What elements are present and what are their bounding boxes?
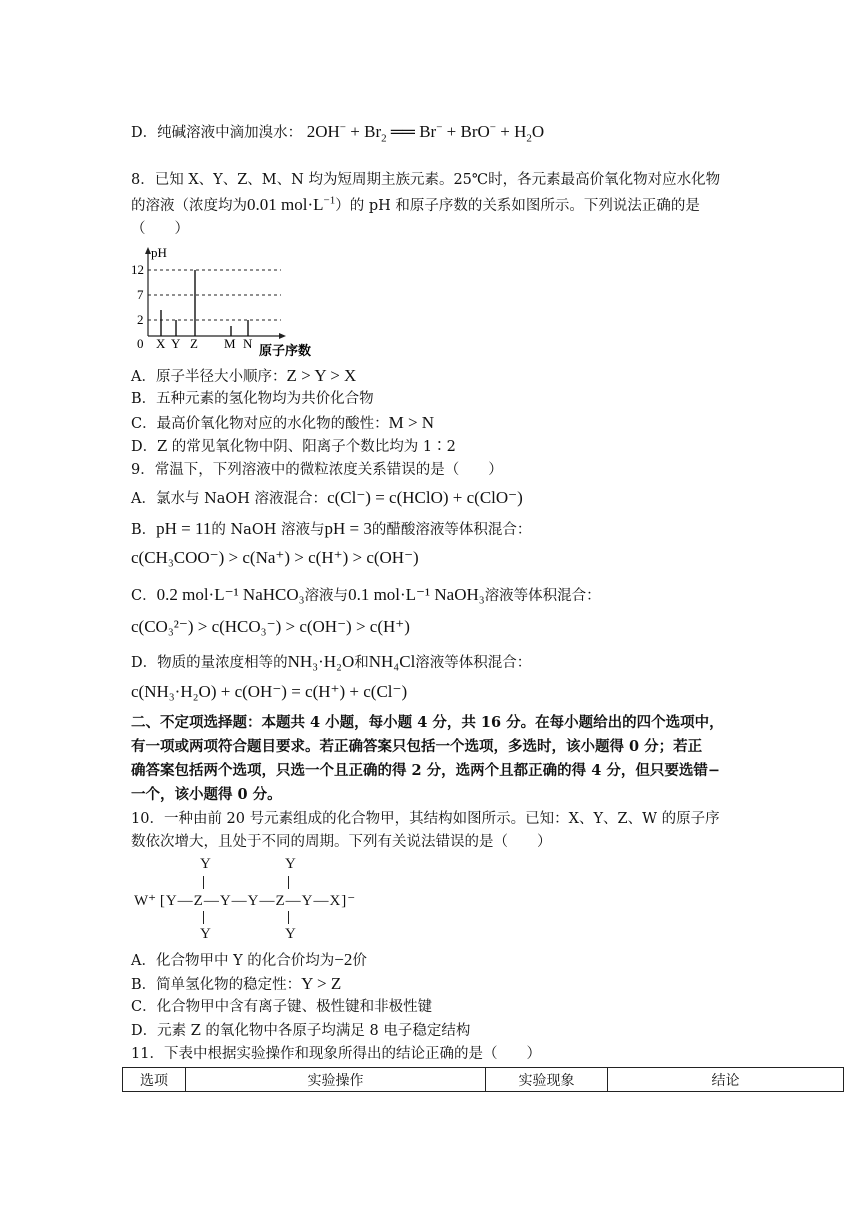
q9-option-c-line1 xyxy=(131,585,601,606)
section2-line4: 一个，该小题得 0 分。 xyxy=(131,786,282,803)
q9-option-b-line2: c(CH₃COO⁻) > c(Na⁺) > c(H⁺) > c(OH⁻) xyxy=(131,548,419,567)
q8-conc xyxy=(247,195,335,214)
q10-option-b xyxy=(131,974,341,995)
xtick-z: Z xyxy=(190,336,198,351)
q9-option-c-line2: c(CO₃²⁻) > c(HCO₃⁻) > c(OH⁻) > c(H⁺) xyxy=(131,617,410,636)
q8-stem-line2 xyxy=(131,195,700,216)
q8-stem-line3: （ ） xyxy=(131,221,189,237)
xtick-m: M xyxy=(224,336,236,351)
option-eq: pH = 3 xyxy=(324,519,372,538)
option-text: B． xyxy=(131,522,157,538)
eq-part: − xyxy=(436,121,443,134)
struct-bot-y2: Y xyxy=(285,926,296,942)
option-text: A．氯水与 NaOH 溶液混合： xyxy=(131,491,328,507)
q11-table-header xyxy=(122,1067,844,1092)
ytick-0: 0 xyxy=(137,336,144,351)
option-text: C． xyxy=(131,588,157,604)
ytick-7: 7 xyxy=(137,287,144,302)
eq-part: + Br xyxy=(346,122,382,141)
option-text: C．最高价氧化物对应的水化物的酸性： xyxy=(131,416,389,432)
header-phenomenon: 实验现象 xyxy=(486,1068,608,1091)
struct-main xyxy=(134,891,356,910)
option-text: 溶液与 xyxy=(304,588,349,604)
eq-part: 2 xyxy=(381,132,387,145)
option-text: B．简单氢化物的稳定性： xyxy=(131,977,302,993)
struct-top-y2: Y xyxy=(285,856,296,872)
option-text: 的醋酸溶液等体积混合： xyxy=(371,522,532,538)
eq-part: 2OH xyxy=(306,122,340,141)
section2-line3: 确答案包括两个选项，只选一个且正确的得 2 分，选两个且都正确的得 4 分，但只要选错− xyxy=(131,762,721,779)
q11-stem: 11．下表中根据实验操作和现象所得出的结论正确的是（ ） xyxy=(131,1046,541,1062)
q7d-equation xyxy=(306,121,545,145)
q7-option-d xyxy=(131,122,544,143)
ytick-12: 12 xyxy=(131,262,144,277)
ph-chart xyxy=(131,246,331,362)
q8-conc-sup: −1 xyxy=(323,194,336,207)
q9-option-b-line1 xyxy=(131,519,531,540)
struct-top-y1: Y xyxy=(200,856,211,872)
q8-option-c xyxy=(131,413,434,434)
eq-part: − xyxy=(339,121,347,134)
q8-option-d: D．Z 的常见氧化物中阴、阳离子个数比均为 1∶2 xyxy=(131,439,456,455)
eq-part: − xyxy=(489,121,497,134)
option-text: 价 xyxy=(352,953,367,969)
eq-part: + H xyxy=(496,122,527,141)
q8-text: ）的 pH 和原子序数的关系如图所示。下列说法正确的是 xyxy=(335,198,700,214)
option-eq: −2 xyxy=(334,950,353,969)
eq-part: O xyxy=(531,122,545,141)
header-operation: 实验操作 xyxy=(186,1068,486,1091)
header-option: 选项 xyxy=(123,1068,186,1091)
ytick-2: 2 xyxy=(137,312,144,327)
q8-conc-value: 0.01 mol·L xyxy=(247,195,324,214)
eq-part: Br xyxy=(419,122,437,141)
q8-option-b: B．五种元素的氢化物均为共价化合物 xyxy=(131,391,374,407)
y-axis-label: pH xyxy=(151,246,167,260)
option-eq: Y > Z xyxy=(301,974,342,993)
q7d-label: D．纯碱溶液中滴加溴水： xyxy=(131,125,303,141)
xtick-n: N xyxy=(243,336,253,351)
option-eq: NH₄Cl xyxy=(368,652,416,671)
option-text: 溶液等体积混合： xyxy=(484,588,601,604)
option-eq: 0.2 mol·L⁻¹ NaHCO₃ xyxy=(156,585,305,604)
option-text: A．化合物甲中 Y 的化合价均为 xyxy=(131,953,335,969)
q9-option-d-line1 xyxy=(131,652,531,673)
xtick-x: X xyxy=(156,336,166,351)
q10-option-d: D．元素 Z 的氧化物中各原子均满足 8 电子稳定结构 xyxy=(131,1023,471,1039)
option-eq: 0.1 mol·L⁻¹ NaOH₃ xyxy=(348,585,485,604)
option-text: A．原子半径大小顺序： xyxy=(131,369,287,385)
q9-option-a xyxy=(131,488,523,509)
option-text: D．物质的量浓度相等的 xyxy=(131,655,288,671)
option-text: 的 NaOH 溶液与 xyxy=(211,522,325,538)
eq-part: 2 xyxy=(526,132,532,145)
q8-text: 的溶液（浓度均为 xyxy=(131,198,247,214)
eq-part: + BrO xyxy=(442,122,490,141)
x-axis-arrow xyxy=(279,333,286,339)
option-eq: c(Cl⁻) = c(HClO) + c(ClO⁻) xyxy=(327,488,523,507)
q8-stem-line1: 8．已知 X、Y、Z、M、N 均为短周期主族元素。25℃时，各元素最高价氧化物对应水化物 xyxy=(131,172,721,188)
q10-option-c: C．化合物甲中含有离子键、极性键和非极性键 xyxy=(131,999,433,1015)
struct-chain: [Y—Z—Y—Y—Z—Y—X]⁻ xyxy=(159,893,357,909)
struct-bot-y1: Y xyxy=(200,926,211,942)
section2-line2: 有一项或两项符合题目要求。若正确答案只包括一个选项，多选时，该小题得 0 分；若正 xyxy=(131,738,703,755)
option-eq: pH = 11 xyxy=(156,519,212,538)
q10-stem-line1: 10．一种由前 20 号元素组成的化合物甲，其结构如图所示。已知：X、Y、Z、W 的原子序 xyxy=(131,811,720,827)
section2-line1: 二、不定项选择题：本题共 4 小题，每小题 4 分，共 16 分。在每小题给出的四个选项中， xyxy=(131,714,724,731)
q10-stem-line2: 数依次增大，且处于不同的周期。下列有关说法错误的是（ ） xyxy=(131,834,552,850)
option-text: 溶液等体积混合： xyxy=(415,655,532,671)
q8-option-a xyxy=(131,366,356,387)
xtick-y: Y xyxy=(171,336,181,351)
x-axis-label: 原子序数 xyxy=(259,343,312,358)
option-eq: M > N xyxy=(388,413,435,432)
option-text: 和 xyxy=(354,655,369,671)
eq-part: ══ xyxy=(386,122,420,141)
header-conclusion: 结论 xyxy=(711,1072,740,1089)
option-eq: Z > Y > X xyxy=(286,366,357,385)
q10-option-a xyxy=(131,950,367,971)
q9-stem: 9．常温下，下列溶液中的微粒浓度关系错误的是（ ） xyxy=(131,462,503,478)
option-eq: NH₃·H₂O xyxy=(287,652,355,671)
struct-cation: W⁺ xyxy=(134,893,157,909)
q9-option-d-line2: c(NH₃·H₂O) + c(OH⁻) = c(H⁺) + c(Cl⁻) xyxy=(131,682,408,701)
